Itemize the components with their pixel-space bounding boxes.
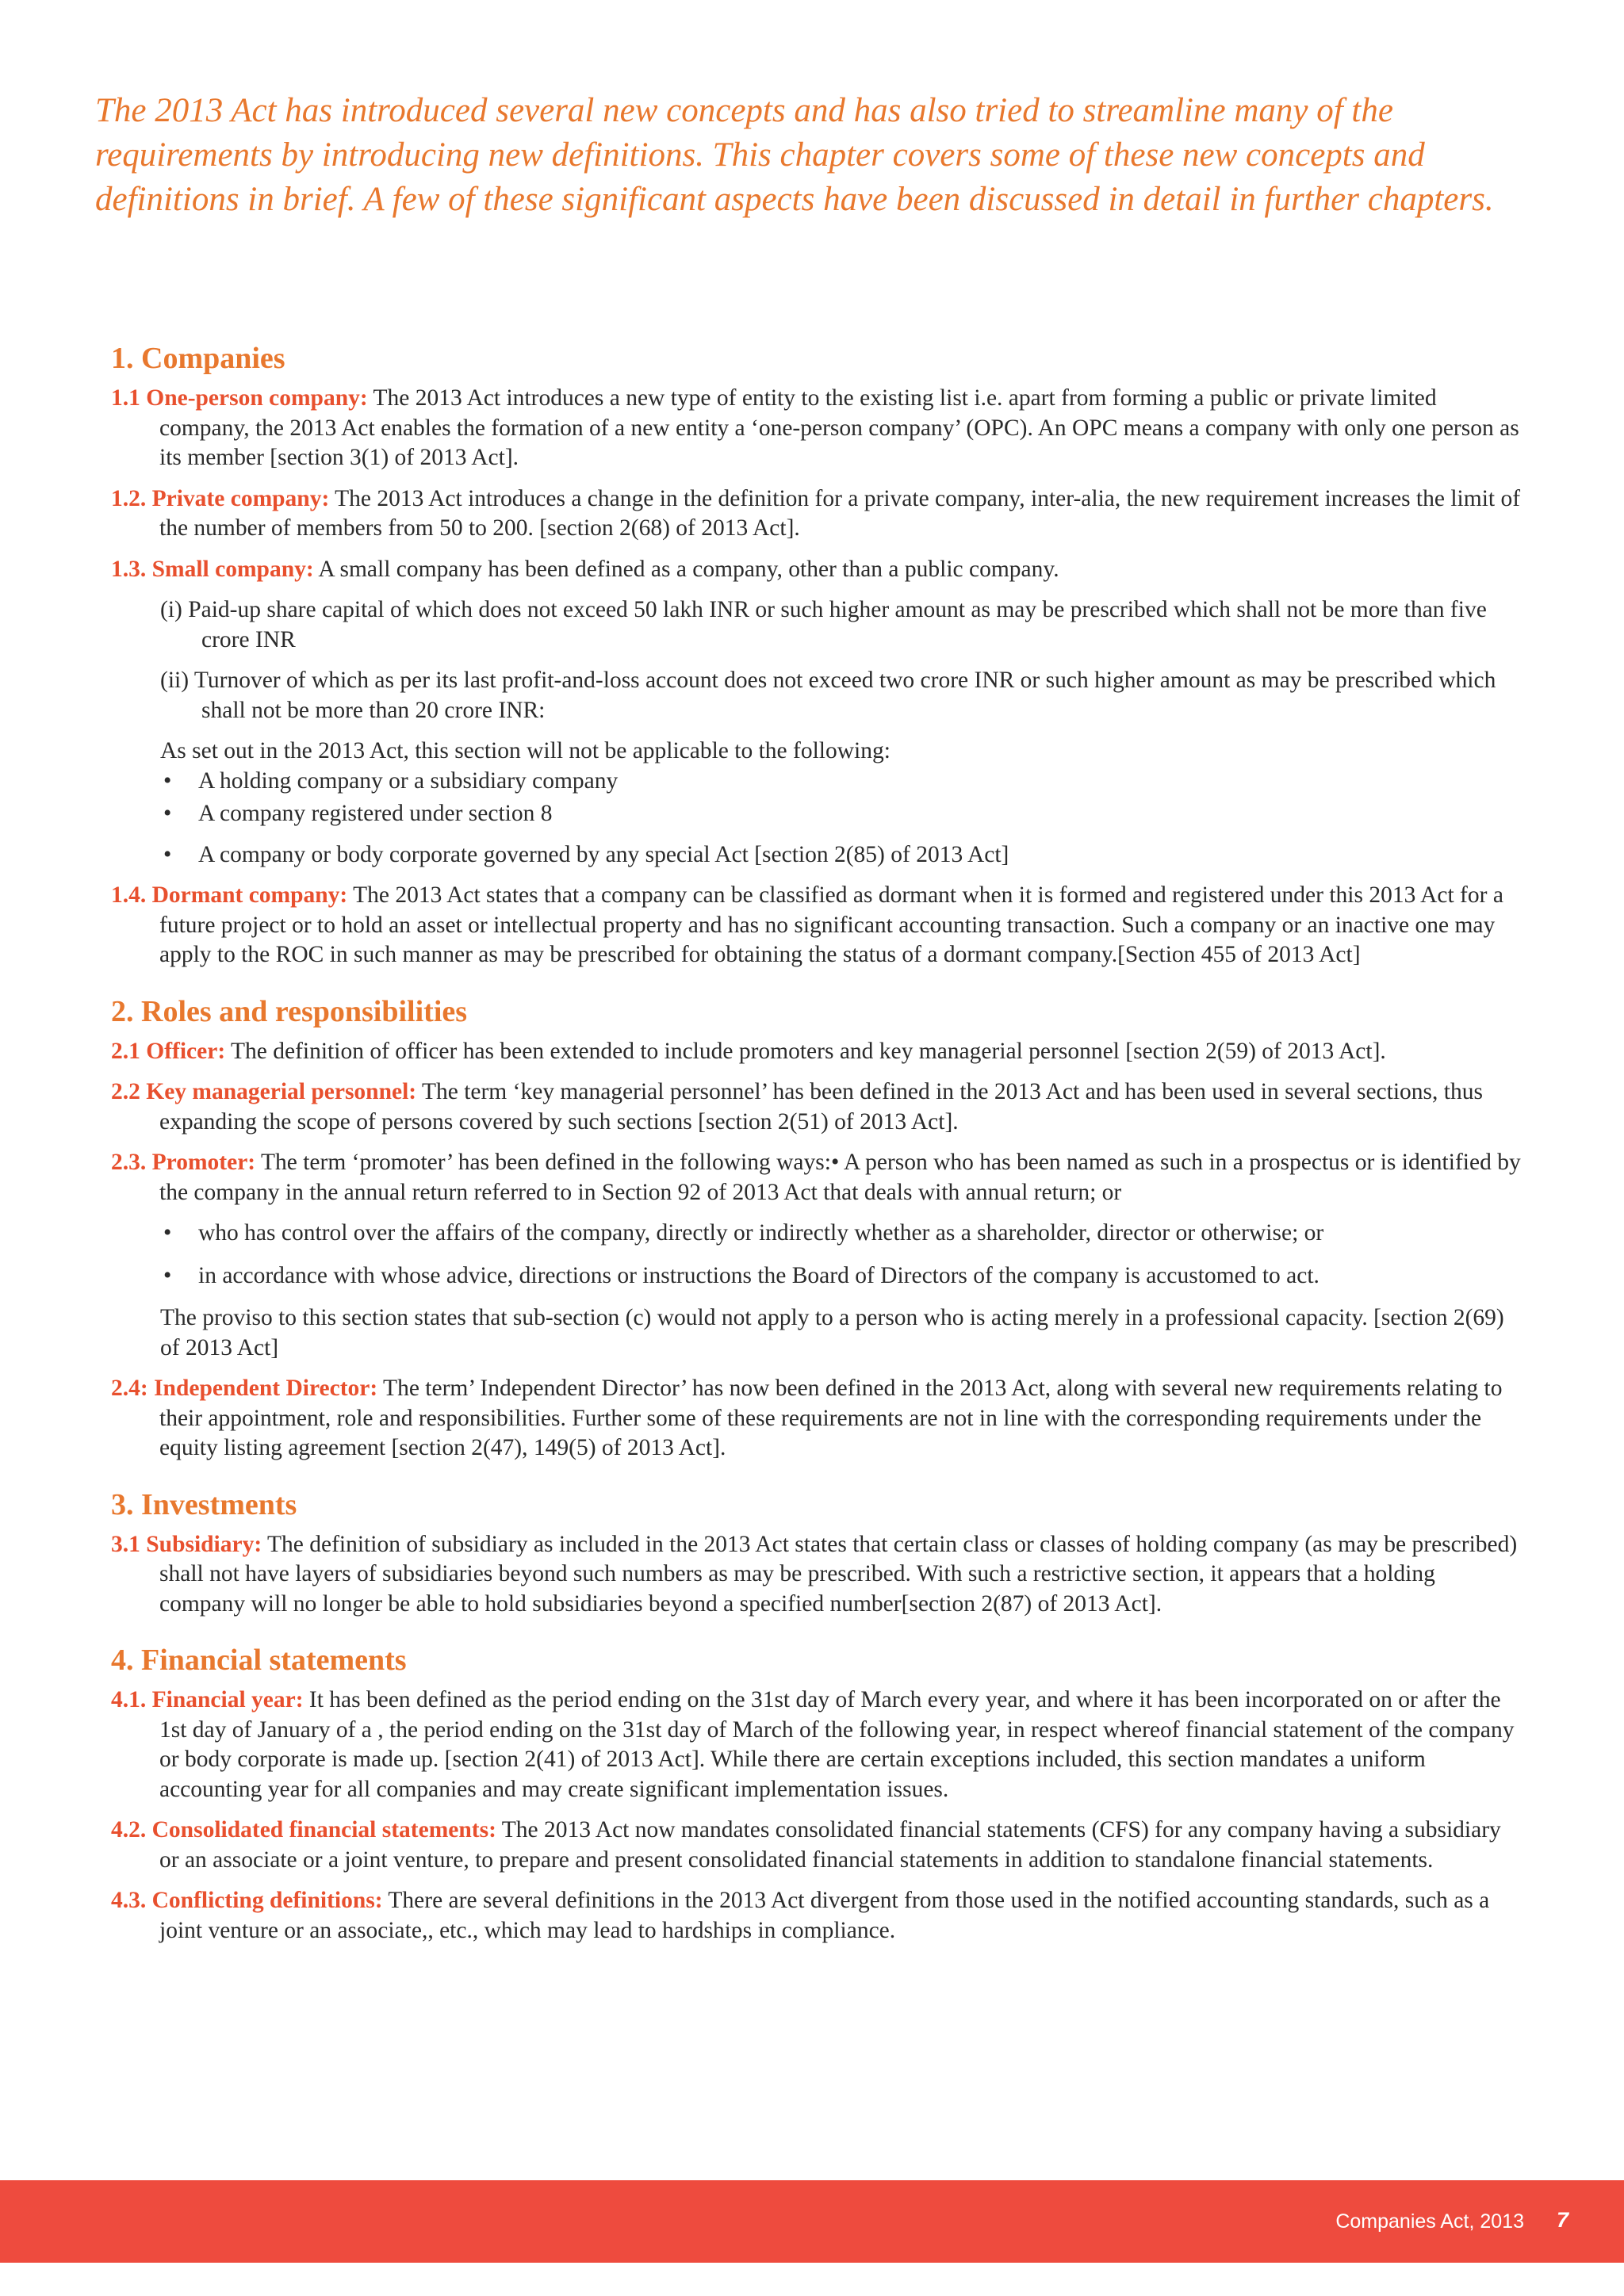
item-text: It has been defined as the period ending on the 31st day of March every year, and where it has been incorporated on or after the 1st day of January of a , the period ending on the 31st day of March of the following year, in respect whereof financial statement of the company or body corporate is made up. [section 2(41) of 2013 Act]. While there are certain exceptions included, this section mandates a uniform accounting year for all companies and may create significant implementation issues. <box>159 1687 1515 1802</box>
section-companies <box>111 339 1522 970</box>
item-key-managerial-personnel <box>111 1077 1522 1137</box>
item-subsidiary <box>111 1530 1522 1620</box>
item-independent-director <box>111 1374 1522 1464</box>
item-text: The term’ Independent Director’ has now been defined in the 2013 Act, along with several new requirements relating to their appointment, role and responsibilities. Further some of these requirements are not in line with the corresponding requirements under the equity listing agreement [section 2(47), 149(5) of 2013 Act]. <box>159 1376 1503 1460</box>
item-text: The 2013 Act introduces a new type of entity to the existing list i.e. apart from forming a public or private limited company, the 2013 Act enables the formation of a new entity a ‘one-person company’ (OPC). An OPC means a company with only one person as its member [section 3(1) of 2013 Act]. <box>159 385 1519 470</box>
footer-bar <box>0 2180 1624 2263</box>
item-label: 4.1. Financial year: <box>111 1687 304 1712</box>
item-financial-year <box>111 1686 1522 1804</box>
section-heading: 3. Investments <box>111 1487 297 1521</box>
list-item: • A holding company or a subsidiary company <box>160 767 1522 797</box>
item-consolidated-financial-statements <box>111 1816 1522 1875</box>
item-conflicting-definitions <box>111 1886 1522 1946</box>
bullet-icon: • <box>163 1262 172 1288</box>
document-body <box>111 339 1522 1968</box>
item-one-person-company <box>111 384 1522 473</box>
section-heading: 2. Roles and responsibilities <box>111 994 468 1028</box>
sub-item-ii: (ii) Turnover of which as per its last profit-and-loss account does not exceed two crore INR or such higher amount as may be prescribed which shall not be more than 20 crore INR: <box>160 668 1496 723</box>
list-item: • A company registered under section 8 <box>160 799 1522 829</box>
item-label: 1.2. Private company: <box>111 485 330 511</box>
section-roles <box>111 993 1522 1464</box>
sub-item-i: (i) Paid-up share capital of which does not exceed 50 lakh INR or such higher amount as may be prescribed which shall not be more than five crore INR <box>160 597 1487 652</box>
bullet-icon: • <box>163 801 172 826</box>
intro-paragraph: The 2013 Act has introduced several new concepts and has also tried to streamline many of the requirements by introducing new definitions. This chapter covers some of these new concepts and definitions in brief. A few of these significant aspects have been discussed in detail in further chapters. <box>95 92 1494 218</box>
bullet-icon: • <box>163 841 172 867</box>
item-text: The term ‘key managerial personnel’ has been defined in the 2013 Act and has been used in several sections, thus expanding the scope of persons covered by such sections [section 2(51) of 2013 Act]. <box>159 1079 1483 1135</box>
bullet-icon: • <box>163 1220 172 1246</box>
item-label: 2.3. Promoter: <box>111 1150 256 1175</box>
footer-title: Companies Act, 2013 <box>1335 2210 1524 2233</box>
bullet-icon: • <box>163 767 172 794</box>
section-financial-statements <box>111 1641 1522 1946</box>
item-text: The 2013 Act now mandates consolidated financial statements (CFS) for any company having a subsidiary or an associate or a joint venture, to prepare and present consolidated financial statements in addition to standalone financial statements. <box>159 1817 1501 1873</box>
exemption-list <box>160 767 1522 871</box>
item-label: 4.3. Conflicting definitions: <box>111 1888 383 1913</box>
item-label: 2.1 Officer: <box>111 1038 226 1064</box>
exemption-intro: As set out in the 2013 Act, this section will not be applicable to the following: <box>160 738 891 763</box>
item-label: 1.3. Small company: <box>111 556 314 582</box>
item-private-company <box>111 484 1522 544</box>
item-text: There are several definitions in the 2013 Act divergent from those used in the notified accounting standards, such as a joint venture or an associate,, etc., which may lead to hardships in compliance. <box>159 1888 1490 1943</box>
section-heading: 1. Companies <box>111 342 285 375</box>
item-label: 1.1 One-person company: <box>111 385 368 411</box>
item-text: A small company has been defined as a company, other than a public company. <box>313 556 1059 582</box>
item-small-company <box>111 555 1522 585</box>
proviso-paragraph: The proviso to this section states that sub-section (c) would not apply to a person who is acting merely in a professional capacity. [section 2(69) of 2013 Act] <box>160 1305 1504 1360</box>
item-dormant-company <box>111 881 1522 970</box>
item-text: The definition of subsidiary as included in the 2013 Act states that certain class or classes of holding company (as may be prescribed) shall not have layers of subsidiaries beyond such numbers as may be prescribed. With such a restrictive section, it appears that a holding company will no longer be able to hold subsidiaries beyond a specified number[section 2(87) of 2013 Act]. <box>159 1531 1518 1617</box>
item-label: 2.2 Key managerial personnel: <box>111 1079 417 1104</box>
section-heading: 4. Financial statements <box>111 1644 407 1677</box>
promoter-list <box>160 1219 1522 1291</box>
item-label: 2.4: Independent Director: <box>111 1376 378 1401</box>
list-item: • in accordance with whose advice, directions or instructions the Board of Directors of the company is accustomed to act. <box>160 1261 1522 1292</box>
item-promoter <box>111 1148 1522 1207</box>
item-text: The 2013 Act states that a company can be classified as dormant when it is formed and registered under this 2013 Act for a future project or to hold an asset or intellectual property and has no significant accounting transaction. Such a company or an inactive one may apply to the ROC in such manner as may be prescribed for obtaining the status of a dormant company.[Section 455 of 2013 Act] <box>159 882 1503 967</box>
list-item: • A company or body corporate governed by any special Act [section 2(85) of 2013 Act] <box>160 840 1522 871</box>
item-officer <box>111 1037 1522 1067</box>
item-label: 3.1 Subsidiary: <box>111 1531 262 1557</box>
list-item: • who has control over the affairs of the company, directly or indirectly whether as a shareholder, director or otherwise; or <box>160 1219 1522 1249</box>
item-label: 4.2. Consolidated financial statements: <box>111 1817 496 1843</box>
item-text: The definition of officer has been extended to include promoters and key managerial personnel [section 2(59) of 2013 Act]. <box>225 1038 1386 1064</box>
item-label: 1.4. Dormant company: <box>111 882 348 908</box>
section-investments <box>111 1486 1522 1620</box>
page-number: 7 <box>1556 2208 1568 2232</box>
item-text: The term ‘promoter’ has been defined in the following ways:• A person who has been named as such in a prospectus or is identified by the company in the annual return referred to in Section 92 of 2013 Act that deals with annual return; or <box>159 1150 1521 1205</box>
item-text: The 2013 Act introduces a change in the definition for a private company, inter-alia, the new requirement increases the limit of the number of members from 50 to 200. [section 2(68) of 2013 Act]. <box>159 485 1521 541</box>
